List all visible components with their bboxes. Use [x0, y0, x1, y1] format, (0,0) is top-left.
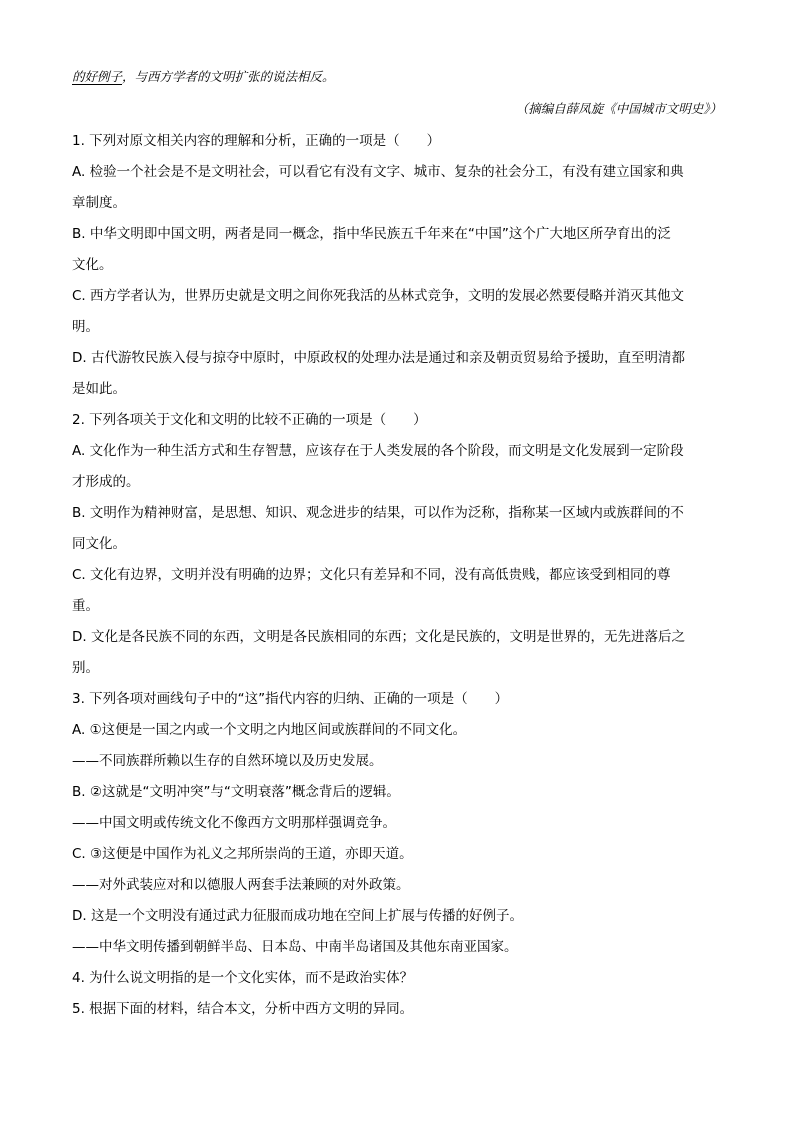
q3-option-a-explanation: ——不同族群所赖以生存的自然环境以及历史发展。 [72, 753, 383, 769]
question-4-stem: 4. 为什么说文明指的是一个文化实体，而不是政治实体？ [72, 970, 414, 986]
q2-option-b-line2: 同文化。 [72, 536, 126, 552]
q1-option-b-line1: B. 中华文明即中国文明，两者是同一概念，指中华民族五千年来在“中国”这个广大地区所孕育出的泛 [72, 226, 671, 242]
q3-option-a: A. ①这便是一国之内或一个文明之内地区间或族群间的不同文化。 [72, 722, 467, 738]
q2-option-a-line1: A. 文化作为一种生活方式和生存智慧，应该存在于人类发展的各个阶段，而文明是文化发展到一定阶段 [72, 443, 684, 459]
intro-underlined-text: 的好例子 [72, 69, 123, 84]
q2-option-c-line1: C. 文化有边界，文明并没有明确的边界；文化只有差异和不同，没有高低贵贱，都应该受到相同的尊 [72, 567, 671, 583]
q2-option-d-line2: 别。 [72, 660, 99, 676]
q1-option-c-line2: 明。 [72, 319, 99, 335]
source-citation: （摘编自薛凤旋《中国城市文明史》） [515, 101, 722, 116]
q1-option-b-line2: 文化。 [72, 257, 113, 273]
q3-option-d: D. 这是一个文明没有通过武力征服而成功地在空间上扩展与传播的好例子。 [72, 908, 523, 924]
q2-option-a-line2: 才形成的。 [72, 474, 140, 490]
q1-option-c-line1: C. 西方学者认为，世界历史就是文明之间你死我活的丛林式竞争，文明的发展必然要侵略并消灭其他文 [72, 288, 685, 304]
q3-option-b-explanation: ——中国文明或传统文化不像西方文明那样强调竞争。 [72, 815, 396, 831]
question-3-stem: 3. 下列各项对画线句子中的“这”指代内容的归纳、正确的一项是（ ） [72, 691, 509, 707]
intro-rest-text: ，与西方学者的文明扩张的说法相反。 [122, 69, 335, 84]
q1-option-a-line2: 章制度。 [72, 195, 126, 211]
question-2-stem: 2. 下列各项关于文化和文明的比较不正确的一项是（ ） [72, 412, 427, 428]
q3-option-c-explanation: ——对外武装应对和以德服人两套手法兼顾的对外政策。 [72, 877, 410, 893]
q1-option-d-line2: 是如此。 [72, 381, 126, 397]
question-5-stem: 5. 根据下面的材料，结合本文，分析中西方文明的异同。 [72, 1001, 414, 1017]
q3-option-b: B. ②这就是“文明冲突”与“文明衰落”概念背后的逻辑。 [72, 784, 400, 800]
q1-option-a-line1: A. 检验一个社会是不是文明社会，可以看它有没有文字、城市、复杂的社会分工，有没有建立国家和典 [72, 164, 684, 180]
intro-line [72, 68, 335, 86]
q1-option-d-line1: D. 古代游牧民族入侵与掠夺中原时，中原政权的处理办法是通过和亲及朝贡贸易给予援助，直至明清都 [72, 350, 685, 366]
q3-option-c: C. ③这便是中国作为礼义之邦所崇尚的王道，亦即天道。 [72, 846, 413, 862]
q2-option-c-line2: 重。 [72, 598, 99, 614]
q3-option-d-explanation: ——中华文明传播到朝鲜半岛、日本岛、中南半岛诸国及其他东南亚国家。 [72, 939, 518, 955]
question-1-stem: 1. 下列对原文相关内容的理解和分析，正确的一项是（ ） [72, 133, 441, 149]
q2-option-d-line1: D. 文化是各民族不同的东西，文明是各民族相同的东西；文化是民族的，文明是世界的，无先进落后之 [72, 629, 685, 645]
q2-option-b-line1: B. 文明作为精神财富，是思想、知识、观念进步的结果，可以作为泛称，指称某一区域内或族群间的不 [72, 505, 684, 521]
